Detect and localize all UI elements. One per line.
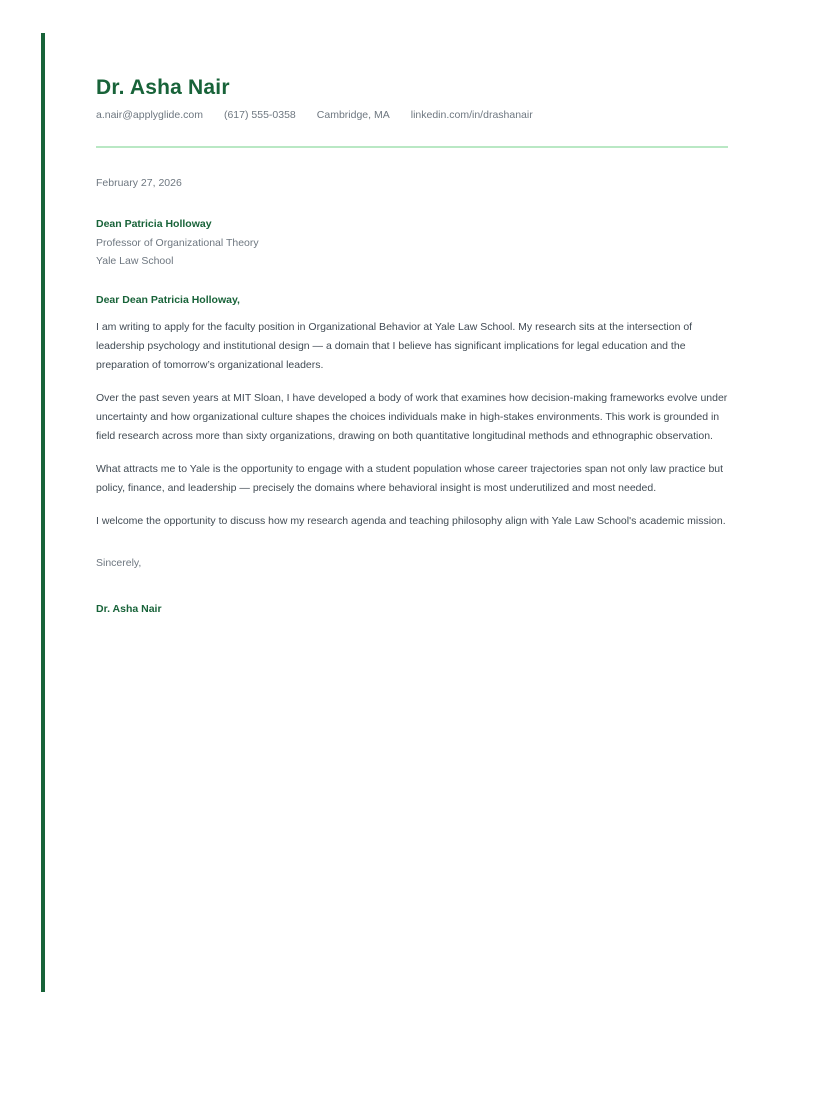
sender-name: Dr. Asha Nair bbox=[96, 76, 230, 99]
contact-email: a.nair@applyglide.com bbox=[96, 109, 203, 121]
body-paragraph: I am writing to apply for the faculty position in Organizational Behavior at Yale Law School. My research sits at the intersection of leadership psychology and institutional design — a domain that I believe has significant implications for legal education and the preparation of tomorrow’s organizational leaders. bbox=[96, 320, 693, 371]
letter-body bbox=[96, 318, 728, 531]
cover-letter-document bbox=[96, 76, 728, 615]
contact-location: Cambridge, MA bbox=[316, 109, 390, 121]
contact-linkedin: linkedin.com/in/drashanair bbox=[410, 109, 533, 121]
letter-date: February 27, 2026 bbox=[96, 177, 182, 189]
accent-bar bbox=[41, 33, 45, 992]
recipient-title: Professor of Organizational Theory bbox=[96, 236, 259, 249]
header-divider bbox=[96, 146, 728, 148]
recipient-block bbox=[96, 215, 728, 271]
recipient-organization: Yale Law School bbox=[96, 255, 174, 267]
contact-row bbox=[96, 109, 728, 121]
body-paragraph: I welcome the opportunity to discuss how my research agenda and teaching philosophy align with Yale Law School's academic mission. bbox=[96, 514, 726, 527]
recipient-name: Dean Patricia Holloway bbox=[96, 218, 212, 230]
body-paragraph: What attracts me to Yale is the opportunity to engage with a student population whose career trajectories span not only law practice but policy, finance, and leadership — precisely the domains where behavioral insight is most underutilized and most needed. bbox=[96, 462, 724, 494]
body-paragraph: Over the past seven years at MIT Sloan, I have developed a body of work that examines how decision-making frameworks evolve under uncertainty and how organizational culture shapes the choices individuals make in high-stakes environments. This work is grounded in field research across more than sixty organizations, drawing on both quantitative longitudinal methods and ethnographic observation. bbox=[96, 391, 728, 442]
closing: Sincerely, bbox=[96, 556, 142, 569]
signature-name: Dr. Asha Nair bbox=[96, 602, 162, 615]
contact-phone: (617) 555-0358 bbox=[223, 109, 296, 121]
salutation: Dear Dean Patricia Holloway, bbox=[96, 293, 240, 306]
